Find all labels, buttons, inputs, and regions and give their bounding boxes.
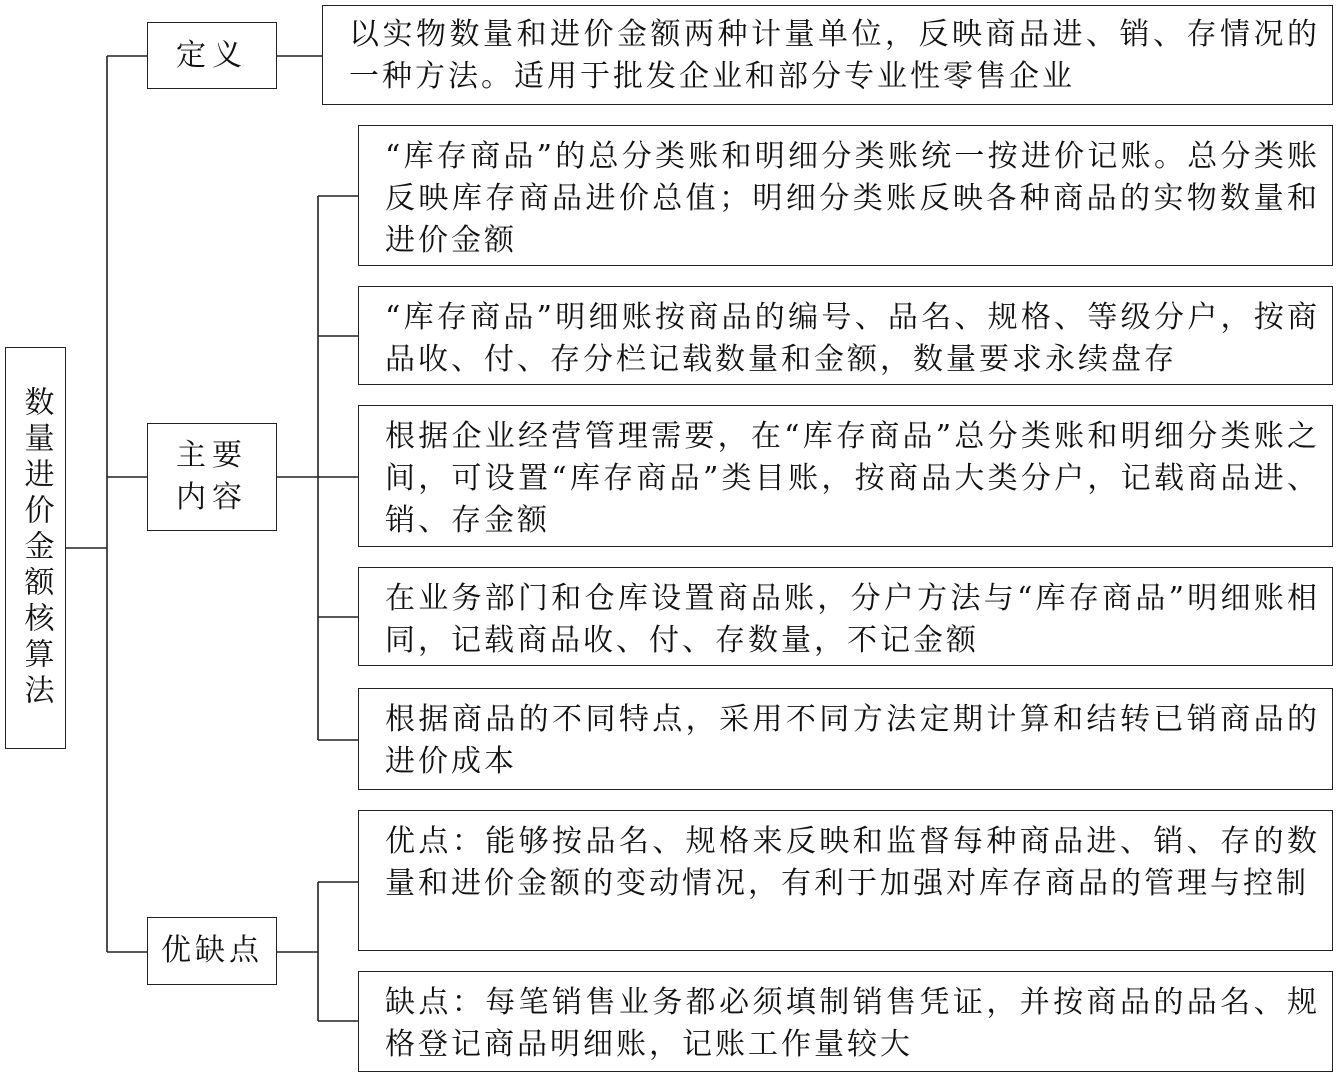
cons-text: 缺点：每笔销售业务都必须填制销售凭证，并按商品的品名、规格登记商品明细账，记账工作量较大 xyxy=(385,985,1320,1062)
content-item-1 xyxy=(358,125,1333,266)
content-item-text: 在业务部门和仓库设置商品账，分户方法与“库存商品”明细账相同，记载商品收、付、存数量，不记金额 xyxy=(385,581,1320,658)
content-item-text: 根据企业经营管理需要，在“库存商品”总分类账和明细分类账之间，可设置“库存商品”类目账，按商品大类分户，记载商品进、销、存金额 xyxy=(385,419,1320,538)
pros-text: 优点：能够按品名、规格来反映和监督每种商品进、销、存的数量和进价金额的变动情况，有利于加强对库存商品的管理与控制 xyxy=(385,824,1320,901)
content-item-text: 根据商品的不同特点，采用不同方法定期计算和结转已销商品的进价成本 xyxy=(385,702,1320,779)
branch-pros-cons xyxy=(147,917,277,985)
branch-main-content-label: 主要内容 xyxy=(176,438,248,515)
branch-main-content xyxy=(147,423,277,531)
root-label: 数量进价金额核算法 xyxy=(18,386,54,710)
branch-definition-label: 定义 xyxy=(176,37,248,73)
branch-pros-cons-label: 优缺点 xyxy=(161,933,263,968)
cons-item xyxy=(358,971,1333,1072)
definition-item xyxy=(322,5,1333,105)
content-item-4 xyxy=(358,567,1333,666)
content-item-2 xyxy=(358,286,1333,385)
content-item-text: “库存商品”的总分类账和明细分类账统一按进价记账。总分类账反映库存商品进价总值；明细分类账反映各种商品的实物数量和进价金额 xyxy=(385,139,1320,258)
content-item-text: “库存商品”明细账按商品的编号、品名、规格、等级分户，按商品收、付、存分栏记载数量和金额，数量要求永续盘存 xyxy=(385,300,1320,377)
pros-item xyxy=(358,810,1333,951)
root-node xyxy=(5,347,66,749)
definition-text: 以实物数量和进价金额两种计量单位，反映商品进、销、存情况的一种方法。适用于批发企业和部分专业性零售企业 xyxy=(349,17,1320,94)
branch-definition xyxy=(147,22,277,89)
content-item-5 xyxy=(358,688,1333,790)
content-item-3 xyxy=(358,405,1333,547)
